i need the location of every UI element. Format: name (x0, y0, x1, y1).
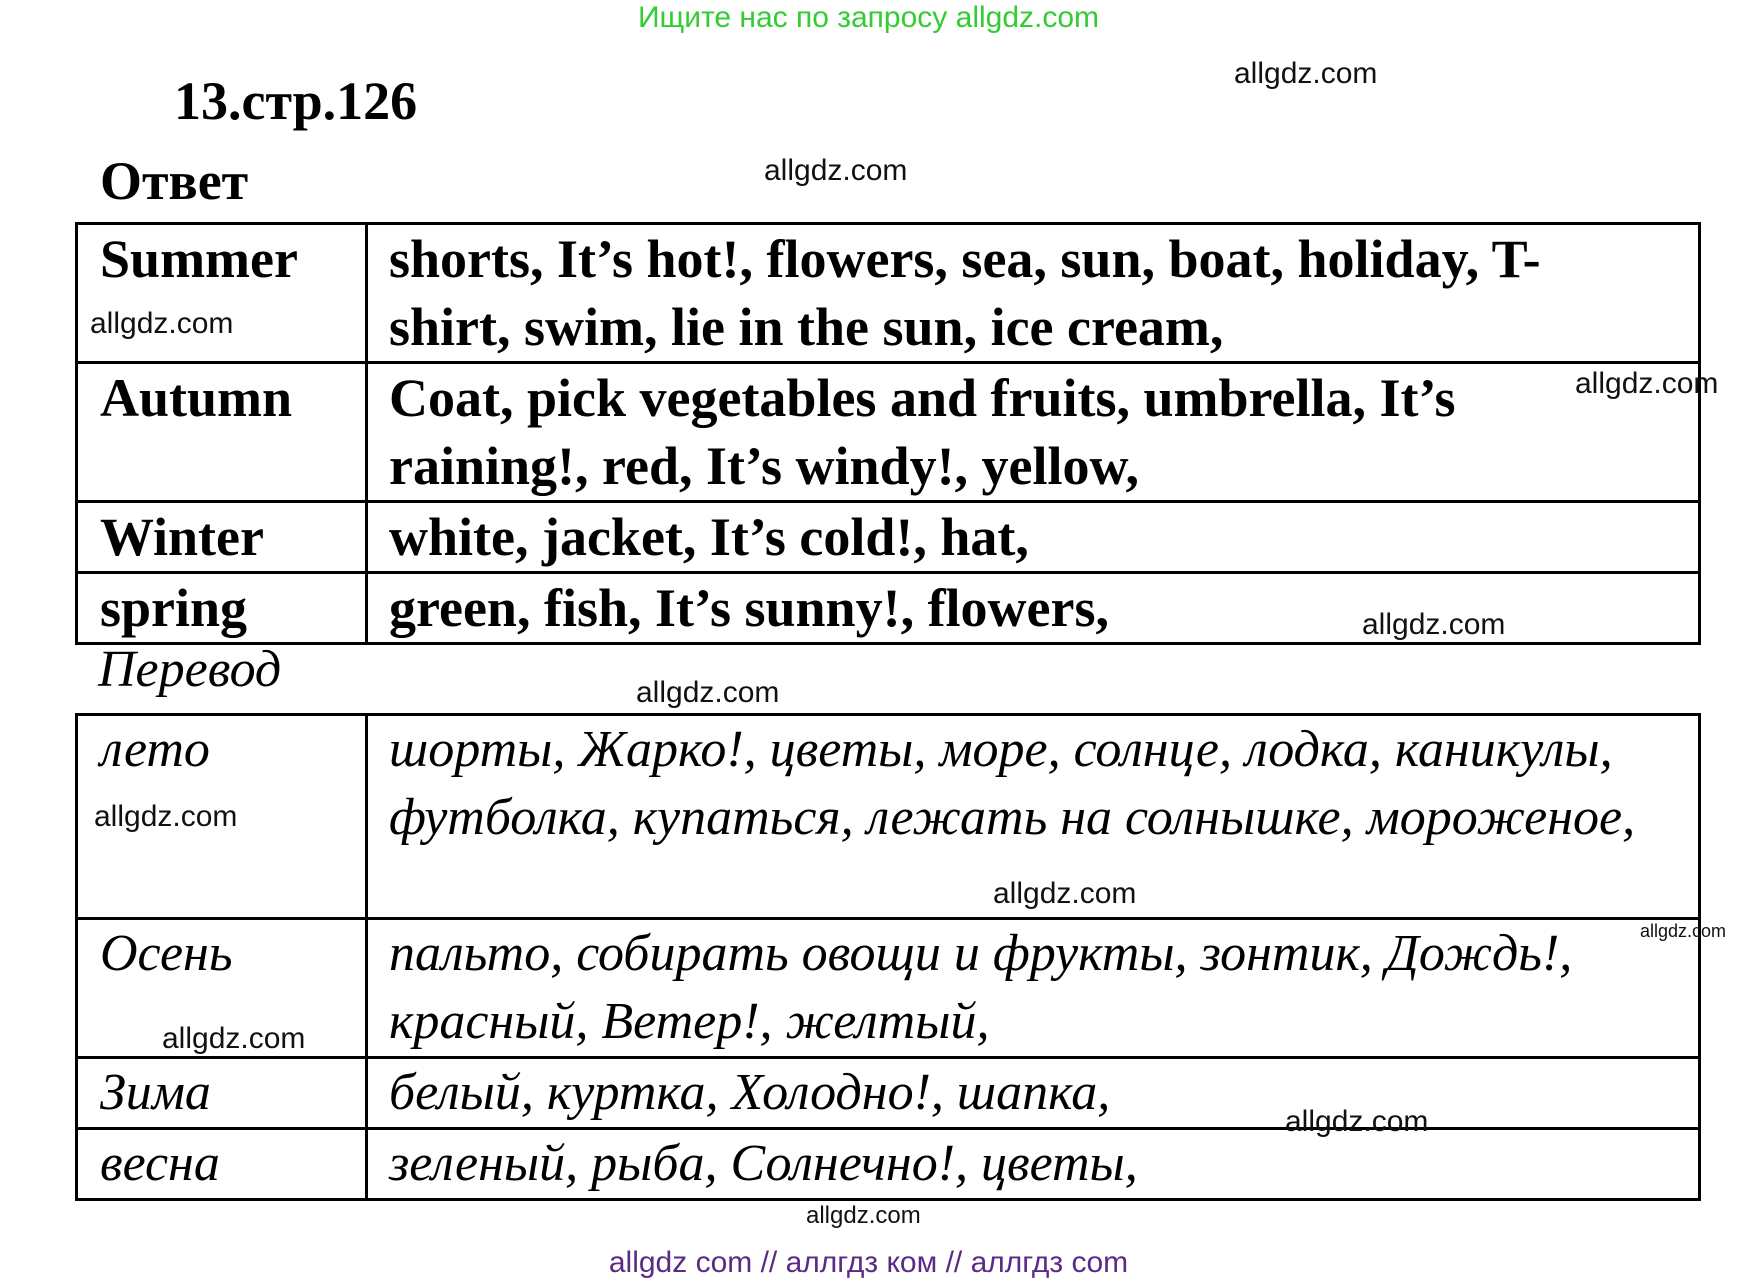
exercise-title: 13.стр.126 (174, 71, 418, 131)
watermark: allgdz.com (636, 676, 780, 709)
watermark: allgdz.com (1575, 367, 1719, 400)
words-cell: shorts, It’s hot!, flowers, sea, sun, boat, holiday, T-shirt, swim, lie in the sun, ice cream, (367, 224, 1700, 363)
watermark: allgdz.com (94, 800, 238, 833)
watermark: allgdz.com (764, 154, 908, 187)
season-cell: spring (77, 573, 367, 644)
table-row (77, 363, 1700, 502)
watermark: allgdz.com (90, 307, 234, 340)
answer-heading: Ответ (100, 151, 249, 211)
words-cell: шорты, Жарко!, цветы, море, солнце, лодка, каникулы, футболка, купаться, лежать на солнышке, мороженое, (367, 715, 1700, 919)
watermark: allgdz.com (162, 1022, 306, 1055)
words-cell: зеленый, рыба, Солнечно!, цветы, (367, 1129, 1700, 1200)
top-banner: Ищите нас по запросу allgdz.com (637, 1, 1100, 34)
table-row (77, 224, 1700, 363)
season-cell: Зима (77, 1058, 367, 1129)
season-cell: Autumn (77, 363, 367, 502)
watermark: allgdz.com (1285, 1105, 1429, 1138)
watermark: allgdz.com (1640, 921, 1727, 941)
season-cell: Summer (77, 224, 367, 363)
season-cell: лето (77, 715, 367, 919)
words-cell: green, fish, It’s sunny!, flowers, (367, 573, 1700, 644)
footer-links: allgdz com // аллгдз ком // аллгдз com (608, 1246, 1129, 1279)
season-cell: весна (77, 1129, 367, 1200)
words-cell: белый, куртка, Холодно!, шапка, (367, 1058, 1700, 1129)
table-row (77, 715, 1700, 919)
table-row (77, 1058, 1700, 1129)
watermark: allgdz.com (993, 877, 1137, 910)
words-cell: Coat, pick vegetables and fruits, umbrella, It’s raining!, red, It’s windy!, yellow, (367, 363, 1700, 502)
season-cell: Осень (77, 919, 367, 1058)
english-seasons-table (75, 222, 1701, 645)
watermark: allgdz.com (806, 1202, 921, 1229)
table-row (77, 1129, 1700, 1200)
translation-heading: Перевод (98, 641, 282, 698)
words-cell: white, jacket, It’s cold!, hat, (367, 502, 1700, 573)
watermark: allgdz.com (1234, 57, 1378, 90)
season-cell: Winter (77, 502, 367, 573)
table-row (77, 919, 1700, 1058)
words-cell: пальто, собирать овощи и фрукты, зонтик, Дождь!, красный, Ветер!, желтый, (367, 919, 1700, 1058)
watermark: allgdz.com (1362, 608, 1506, 641)
table-row (77, 502, 1700, 573)
russian-seasons-table (75, 713, 1701, 1201)
